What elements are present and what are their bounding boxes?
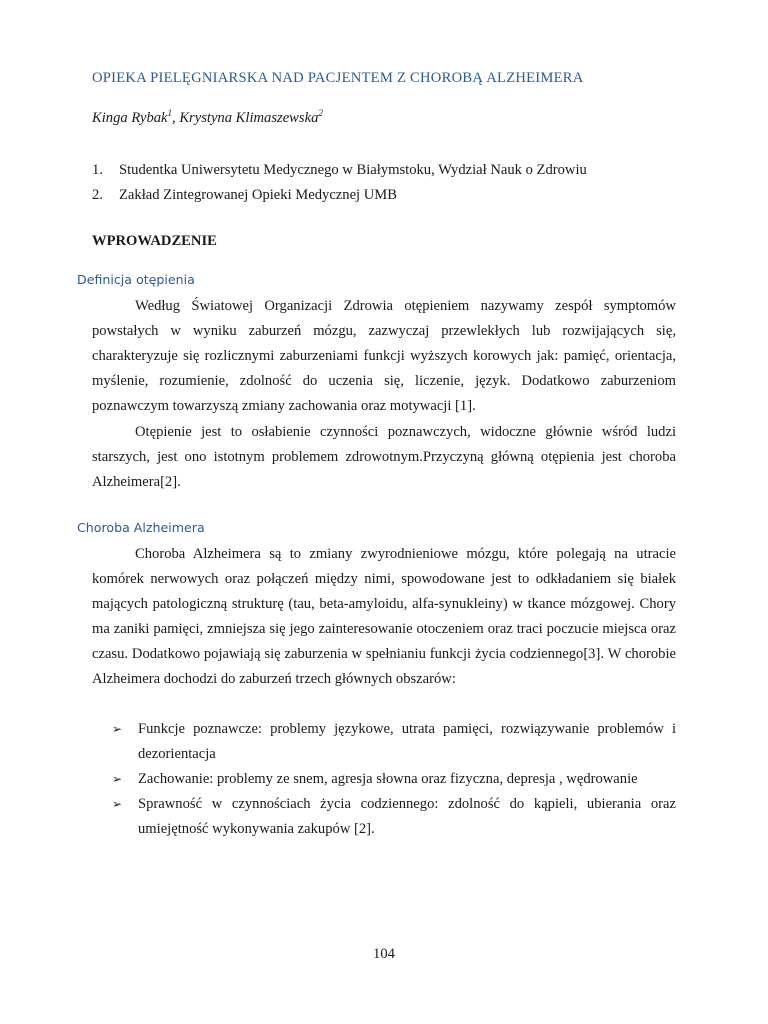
affiliation-mark: 1 (167, 108, 173, 118)
paragraph-text: Otępienie jest to osłabienie czynności poznawczych, widoczne głównie wśród ludzi starszych, jest ono istotnym problemem zdrowotnym.Przyczyną główną otępienia jest choroba Alzheimera[2]. (92, 424, 676, 490)
affiliation-item (92, 187, 397, 204)
section-heading-alzheimer: Choroba Alzheimera (77, 520, 205, 535)
body-paragraph (92, 542, 676, 692)
author-line (92, 108, 323, 127)
affiliation-mark: 2 (318, 108, 323, 118)
list-item-text: Sprawność w czynnościach życia codziennego: zdolność do kąpieli, ubierania oraz umiejętność wykonywania zakupów [2]. (138, 796, 676, 837)
section-heading-definition: Definicja otępienia (77, 272, 195, 287)
list-item (112, 717, 676, 767)
list-item (112, 767, 676, 792)
article-title: OPIEKA PIELĘGNIARSKA NAD PACJENTEM Z CHOROBĄ ALZHEIMERA (92, 70, 584, 86)
affiliation-number: 1. (92, 162, 103, 178)
list-item (112, 792, 676, 842)
author-name: Krystyna Klimaszewska (179, 109, 319, 126)
body-paragraph (92, 420, 676, 495)
list-item-text: Zachowanie: problemy ze snem, agresja słowna oraz fizyczna, depresja , wędrowanie (138, 771, 638, 787)
affiliation-number: 2. (92, 187, 103, 203)
paragraph-text: Według Światowej Organizacji Zdrowia otępieniem nazywamy zespół symptomów powstałych w wyniku zaburzeń mózgu, zazwyczaj przewlekłych lub rozwijających się, charakteryzuje się rozlicznymi zaburzeniami funkcji wyższych korowych jak: pamięć, orientacja, myślenie, rozumienie, zdolność do uczenia się, liczenie, język. Dodatkowo zaburzeniom poznawczym towarzyszą zmiany zachowania oraz motywacji [1]. (92, 298, 676, 414)
arrow-bullet-icon: ➢ (112, 722, 123, 736)
arrow-bullet-icon: ➢ (112, 772, 123, 786)
paragraph-text: Choroba Alzheimera są to zmiany zwyrodnieniowe mózgu, które polegają na utracie komórek nerwowych oraz połączeń między nimi, spowodowane jest to odkładaniem się białek mających patologiczną strukturę (tau, beta-amyloidu, alfa-synukleiny) w tkance mózgowej. Chory ma zaniki pamięci, zmniejsza się jego zainteresowanie otoczeniem oraz traci poczucie miejsca oraz czasu. Dodatkowo pojawiają się zaburzenia w spełnianiu funkcji życia codziennego[3]. W chorobie Alzheimera dochodzi do zaburzeń trzech głównych obszarów: (92, 546, 676, 687)
affiliation-text: Zakład Zintegrowanej Opieki Medycznej UMB (119, 187, 398, 203)
page-number: 104 (373, 946, 395, 962)
affiliation-item (92, 162, 587, 179)
arrow-bullet-icon: ➢ (112, 797, 123, 811)
list-item-text: Funkcje poznawcze: problemy językowe, utrata pamięci, rozwiązywanie problemów i dezorientacja (138, 721, 676, 762)
affiliation-text: Studentka Uniwersytetu Medycznego w Białymstoku, Wydział Nauk o Zdrowiu (119, 162, 587, 178)
author-name: Kinga Rybak (92, 109, 168, 126)
author-separator: , (172, 109, 180, 126)
symptom-list (112, 717, 676, 842)
body-paragraph (92, 294, 676, 419)
intro-heading: WPROWADZENIE (92, 233, 217, 249)
